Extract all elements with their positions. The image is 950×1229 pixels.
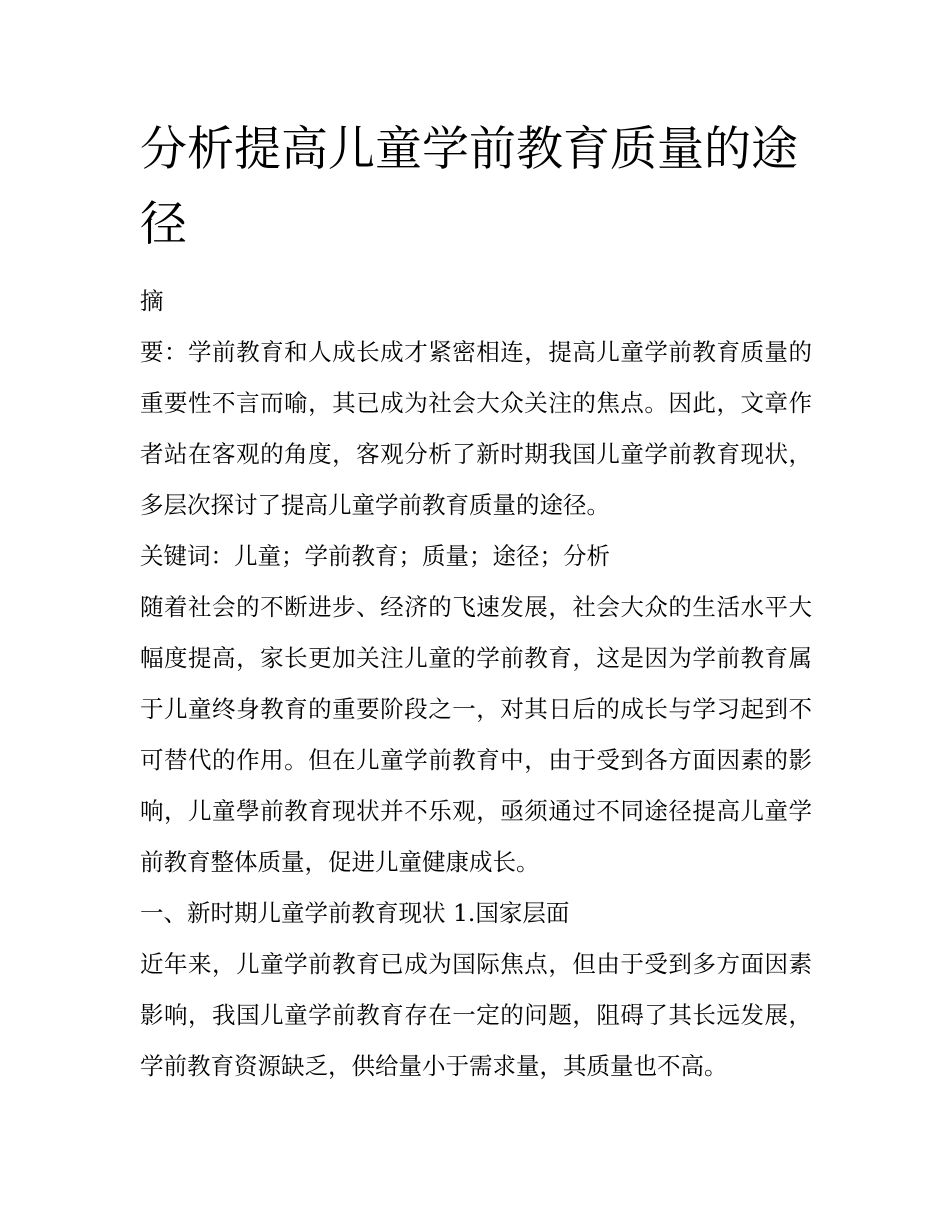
intro-paragraph: 随着社会的不断进步、经济的飞速发展，社会大众的生活水平大幅度提高，家长更加关注儿童的学前教育，这是因为学前教育属于儿童终身教育的重要阶段之一，对其日后的成长与学习起到不可替代的作用。但在儿童学前教育中，由于受到各方面因素的影响，儿童學前教育现状并不乐观，亟须通过不同途径提高儿童学前教育整体质量，促进儿童健康成长。 <box>140 593 812 876</box>
abstract-head: 摘 <box>140 287 164 315</box>
section-heading: 一、新时期儿童学前教育现状 1.国家层面 <box>140 899 570 927</box>
keywords: 关键词：儿童；学前教育；质量；途径；分析 <box>140 542 610 570</box>
document-title: 分析提高儿童学前教育质量的途径 <box>140 122 798 252</box>
document-page <box>140 112 812 1092</box>
section-body: 近年来，儿童学前教育已成为国际焦点，但由于受到多方面因素影响，我国儿童学前教育存在一定的问题，阻碍了其长远发展，学前教育资源缺乏，供给量小于需求量，其质量也不高。 <box>140 950 812 1080</box>
abstract-body: 要：学前教育和人成长成才紧密相连，提高儿童学前教育质量的重要性不言而喻，其已成为社会大众关注的焦点。因此，文章作者站在客观的角度，客观分析了新时期我国儿童学前教育现状，多层次探讨了提高儿童学前教育质量的途径。 <box>140 338 812 519</box>
